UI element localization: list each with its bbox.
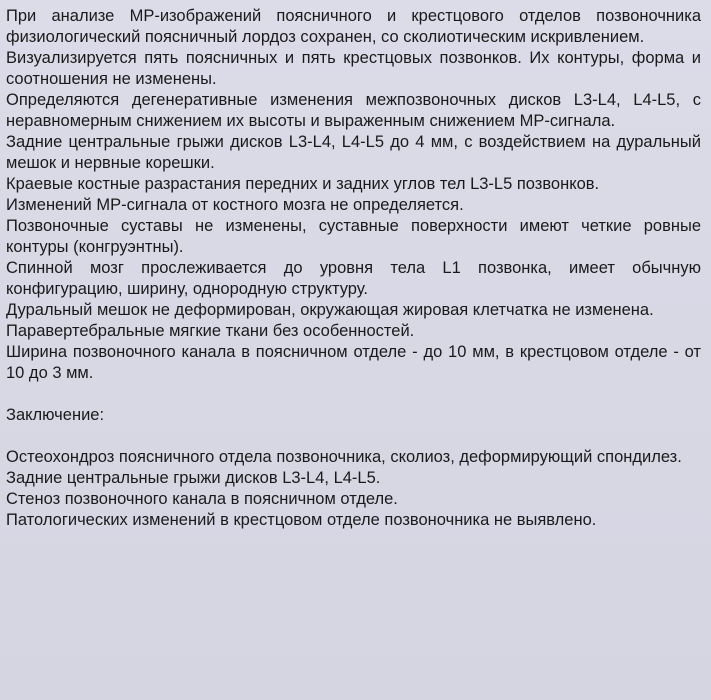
conclusion-paragraph: Стеноз позвоночного канала в поясничном отделе.: [6, 490, 398, 508]
finding-paragraph: Краевые костные разрастания передних и задних углов тел L3-L5 позвонков.: [6, 175, 600, 193]
conclusion-paragraph: Патологических изменений в крестцовом отделе позвоночника не выявлено.: [6, 511, 597, 529]
conclusion-heading: Заключение:: [6, 406, 105, 424]
finding-paragraph: Определяются дегенеративные изменения межпозвоночных дисков L3-L4, L4-L5, с неравномерным снижением их высоты и выраженным снижением МР-сигнала.: [6, 91, 701, 130]
conclusion-section: [6, 447, 701, 531]
conclusion-paragraph: Задние центральные грыжи дисков L3-L4, L4-L5.: [6, 469, 381, 487]
finding-paragraph: При анализе МР-изображений поясничного и крестцового отделов позвоночника физиологический поясничный лордоз сохранен, со сколиотическим искривлением.: [6, 7, 701, 46]
finding-paragraph: Визуализируется пять поясничных и пять крестцовых позвонков. Их контуры, форма и соотношения не изменены.: [6, 49, 701, 88]
findings-section: [6, 6, 701, 384]
finding-paragraph: Задние центральные грыжи дисков L3-L4, L4-L5 до 4 мм, с воздействием на дуральный мешок и нервные корешки.: [6, 133, 701, 172]
finding-paragraph: Спинной мозг прослеживается до уровня тела L1 позвонка, имеет обычную конфигурацию, ширину, однородную структуру.: [6, 259, 701, 298]
finding-paragraph: Ширина позвоночного канала в поясничном отделе - до 10 мм, в крестцовом отделе - от 10 до 3 мм.: [6, 343, 701, 382]
conclusion-paragraph: Остеохондроз поясничного отдела позвоночника, сколиоз, деформирующий спондилез.: [6, 448, 682, 466]
finding-paragraph: Дуральный мешок не деформирован, окружающая жировая клетчатка не изменена.: [6, 301, 654, 319]
finding-paragraph: Паравертебральные мягкие ткани без особенностей.: [6, 322, 415, 340]
finding-paragraph: Изменений МР-сигнала от костного мозга не определяется.: [6, 196, 464, 214]
finding-paragraph: Позвоночные суставы не изменены, суставные поверхности имеют четкие ровные контуры (конгруэнтны).: [6, 217, 701, 256]
